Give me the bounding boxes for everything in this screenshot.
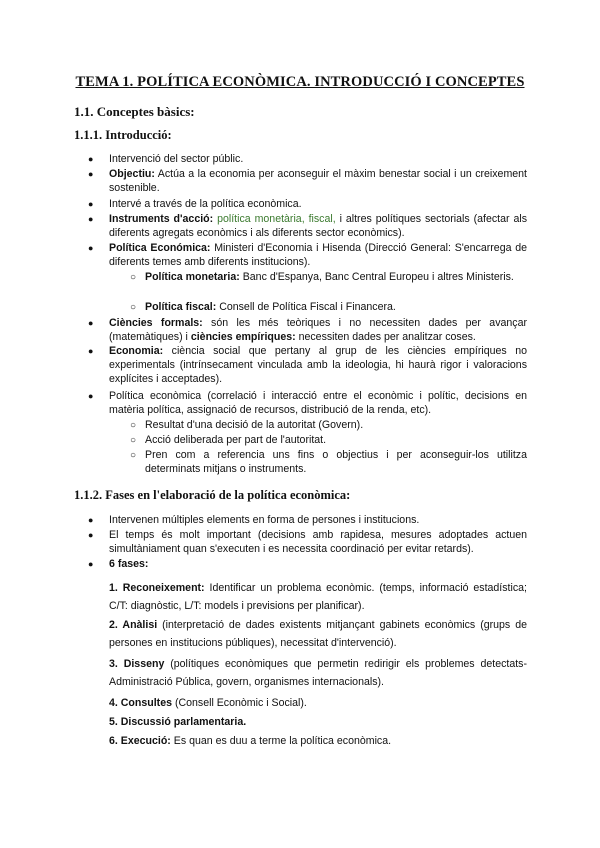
intro-item-4: [109, 213, 527, 241]
fases-item-3: [109, 558, 527, 572]
circle-bullet-icon: ○: [130, 302, 137, 313]
intro-item-4-text: i altres polítiques sectorials (afectar als diferents agregats econòmics i als diferents sector econòmics).: [109, 213, 528, 239]
intro-item-7-label: Economia:: [109, 345, 164, 357]
fase-step-1-label: 1. Reconeixement:: [109, 582, 205, 594]
intro-item-1: Intervenció del sector públic.: [109, 153, 244, 165]
intro-item-6-label2: ciències empíriques:: [190, 330, 296, 343]
bullet-icon: ●: [88, 169, 94, 179]
intro-item-7-text: ciència social que pertany al grup de les ciències empíriques no experimentals (intrínsecament vinculada amb la ideologia, hi haurà rigor i valoracions explícites i acceptades).: [109, 345, 527, 385]
intro-item-4-label: Instruments d'acció:: [109, 213, 214, 225]
fase-step-6: [109, 733, 527, 751]
bullet-icon: ●: [88, 243, 94, 253]
bullet-icon: ●: [88, 391, 94, 401]
intro-subitem-2-text: Consell de Política Fiscal i Financera.: [216, 301, 396, 313]
circle-bullet-icon: ○: [130, 272, 137, 283]
intro-item-8: Política econòmica (correlació i interacció entre el econòmic i polític, decisions en matèria política, assignació de recursos, distribució de la renda, etc).: [109, 390, 527, 416]
intro-subitem-4: Acció deliberada per part de l'autoritat.: [145, 434, 327, 446]
bullet-icon: ●: [88, 154, 94, 164]
fase-step-1: [109, 580, 527, 615]
bullet-icon: ●: [88, 530, 94, 540]
fase-step-5: [109, 714, 527, 732]
fase-step-3: [109, 656, 527, 691]
intro-item-6-text2: necessiten dades per analitzar coses.: [295, 330, 476, 343]
fase-step-5-label: 5. Discussió parlamentaria.: [109, 716, 247, 728]
bullet-icon: ●: [88, 214, 94, 224]
intro-subitem-5: Pren com a referencia uns fins o objectius i per aconseguir-los utilitza determinats mitjans o instruments.: [145, 449, 527, 475]
intro-subitem-1-text: Banc d'Espanya, Banc Central Europeu i altres Ministeris.: [239, 271, 514, 283]
intro-subitem-1: [145, 271, 527, 285]
intro-item-3: Intervé a través de la política econòmica.: [109, 198, 302, 210]
intro-item-2-text: Actúa a la economia per aconseguir el màxim benestar social i un creixement sostenible.: [109, 168, 527, 194]
intro-item-2: [109, 168, 527, 196]
subsection-heading-fases: 1.1.2. Fases en l'elaboració de la política econòmica:: [74, 488, 351, 502]
circle-bullet-icon: ○: [130, 435, 137, 446]
section-heading: 1.1. Conceptes bàsics:: [74, 104, 195, 119]
fase-step-3-label: 3. Disseny: [109, 658, 165, 670]
fase-step-2-label: 2. Anàlisi: [109, 619, 158, 631]
fases-item-2: El temps és molt important (decisions amb rapidesa, mesures adoptades actuen simultàniament quan s'executen i es necessita coordinació per evitar retards).: [109, 529, 527, 555]
intro-item-6-text1: són les més teòriques i no necessiten dades per avançar (matemàtiques) i: [109, 317, 527, 343]
bullet-icon: ●: [88, 346, 94, 356]
bullet-icon: ●: [88, 199, 94, 209]
intro-subitem-2: [145, 301, 527, 315]
intro-subitem-1-label: Política monetaria:: [145, 271, 240, 283]
intro-item-4-green: política monetària, fiscal,: [213, 213, 336, 225]
fase-step-4-text: (Consell Econòmic i Social).: [172, 697, 307, 709]
fase-step-1-text: Identificar un problema econòmic. (temps, informació estadística; C/T: diagnòstic, L/T: models i previsions per planificar).: [109, 582, 527, 612]
intro-item-6: [109, 317, 527, 345]
intro-item-5-text: Ministeri d'Economia i Hisenda (Direcció General: S'encarrega de diferents temes amb diferents institucions).: [109, 242, 527, 268]
bullet-icon: ●: [88, 559, 94, 569]
circle-bullet-icon: ○: [130, 450, 137, 461]
bullet-icon: ●: [88, 318, 94, 328]
document-title: TEMA 1. POLÍTICA ECONÒMICA. INTRODUCCIÓ I CONCEPTES: [75, 74, 525, 90]
fase-step-6-text: Es quan es duu a terme la política econòmica.: [170, 735, 392, 747]
circle-bullet-icon: ○: [130, 420, 137, 431]
fase-step-4-label: 4. Consultes: [109, 697, 172, 709]
intro-item-5: [109, 242, 527, 270]
intro-item-5-label: Política Económica:: [109, 242, 211, 254]
intro-subitem-2-label: Política fiscal:: [145, 301, 217, 313]
intro-item-7: [109, 345, 527, 386]
fases-item-1: Intervenen múltiples elements en forma de persones i institucions.: [109, 514, 420, 526]
subsection-heading-intro: 1.1.1. Introducció:: [74, 128, 172, 142]
fases-item-3-label: 6 fases:: [109, 558, 149, 570]
intro-subitem-3: Resultat d'una decisió de la autoritat (Govern).: [145, 419, 364, 431]
bullet-icon: ●: [88, 515, 94, 525]
fase-step-3-text: (polítiques econòmiques que permetin redirigir els problemes detectats-Administració Pública, govern, organismes internacionals).: [109, 658, 528, 688]
fase-step-4: [109, 695, 527, 713]
fase-step-2: [109, 617, 527, 652]
intro-item-6-label: Ciències formals:: [109, 317, 203, 329]
fase-step-2-text: (interpretació de dades existents mitjançant gabinets econòmics (grups de persones en institucions públiques), necessitat d'intervenció).: [109, 619, 527, 649]
intro-item-2-label: Objectiu:: [109, 168, 155, 180]
fase-step-6-label: 6. Execució:: [109, 735, 171, 747]
